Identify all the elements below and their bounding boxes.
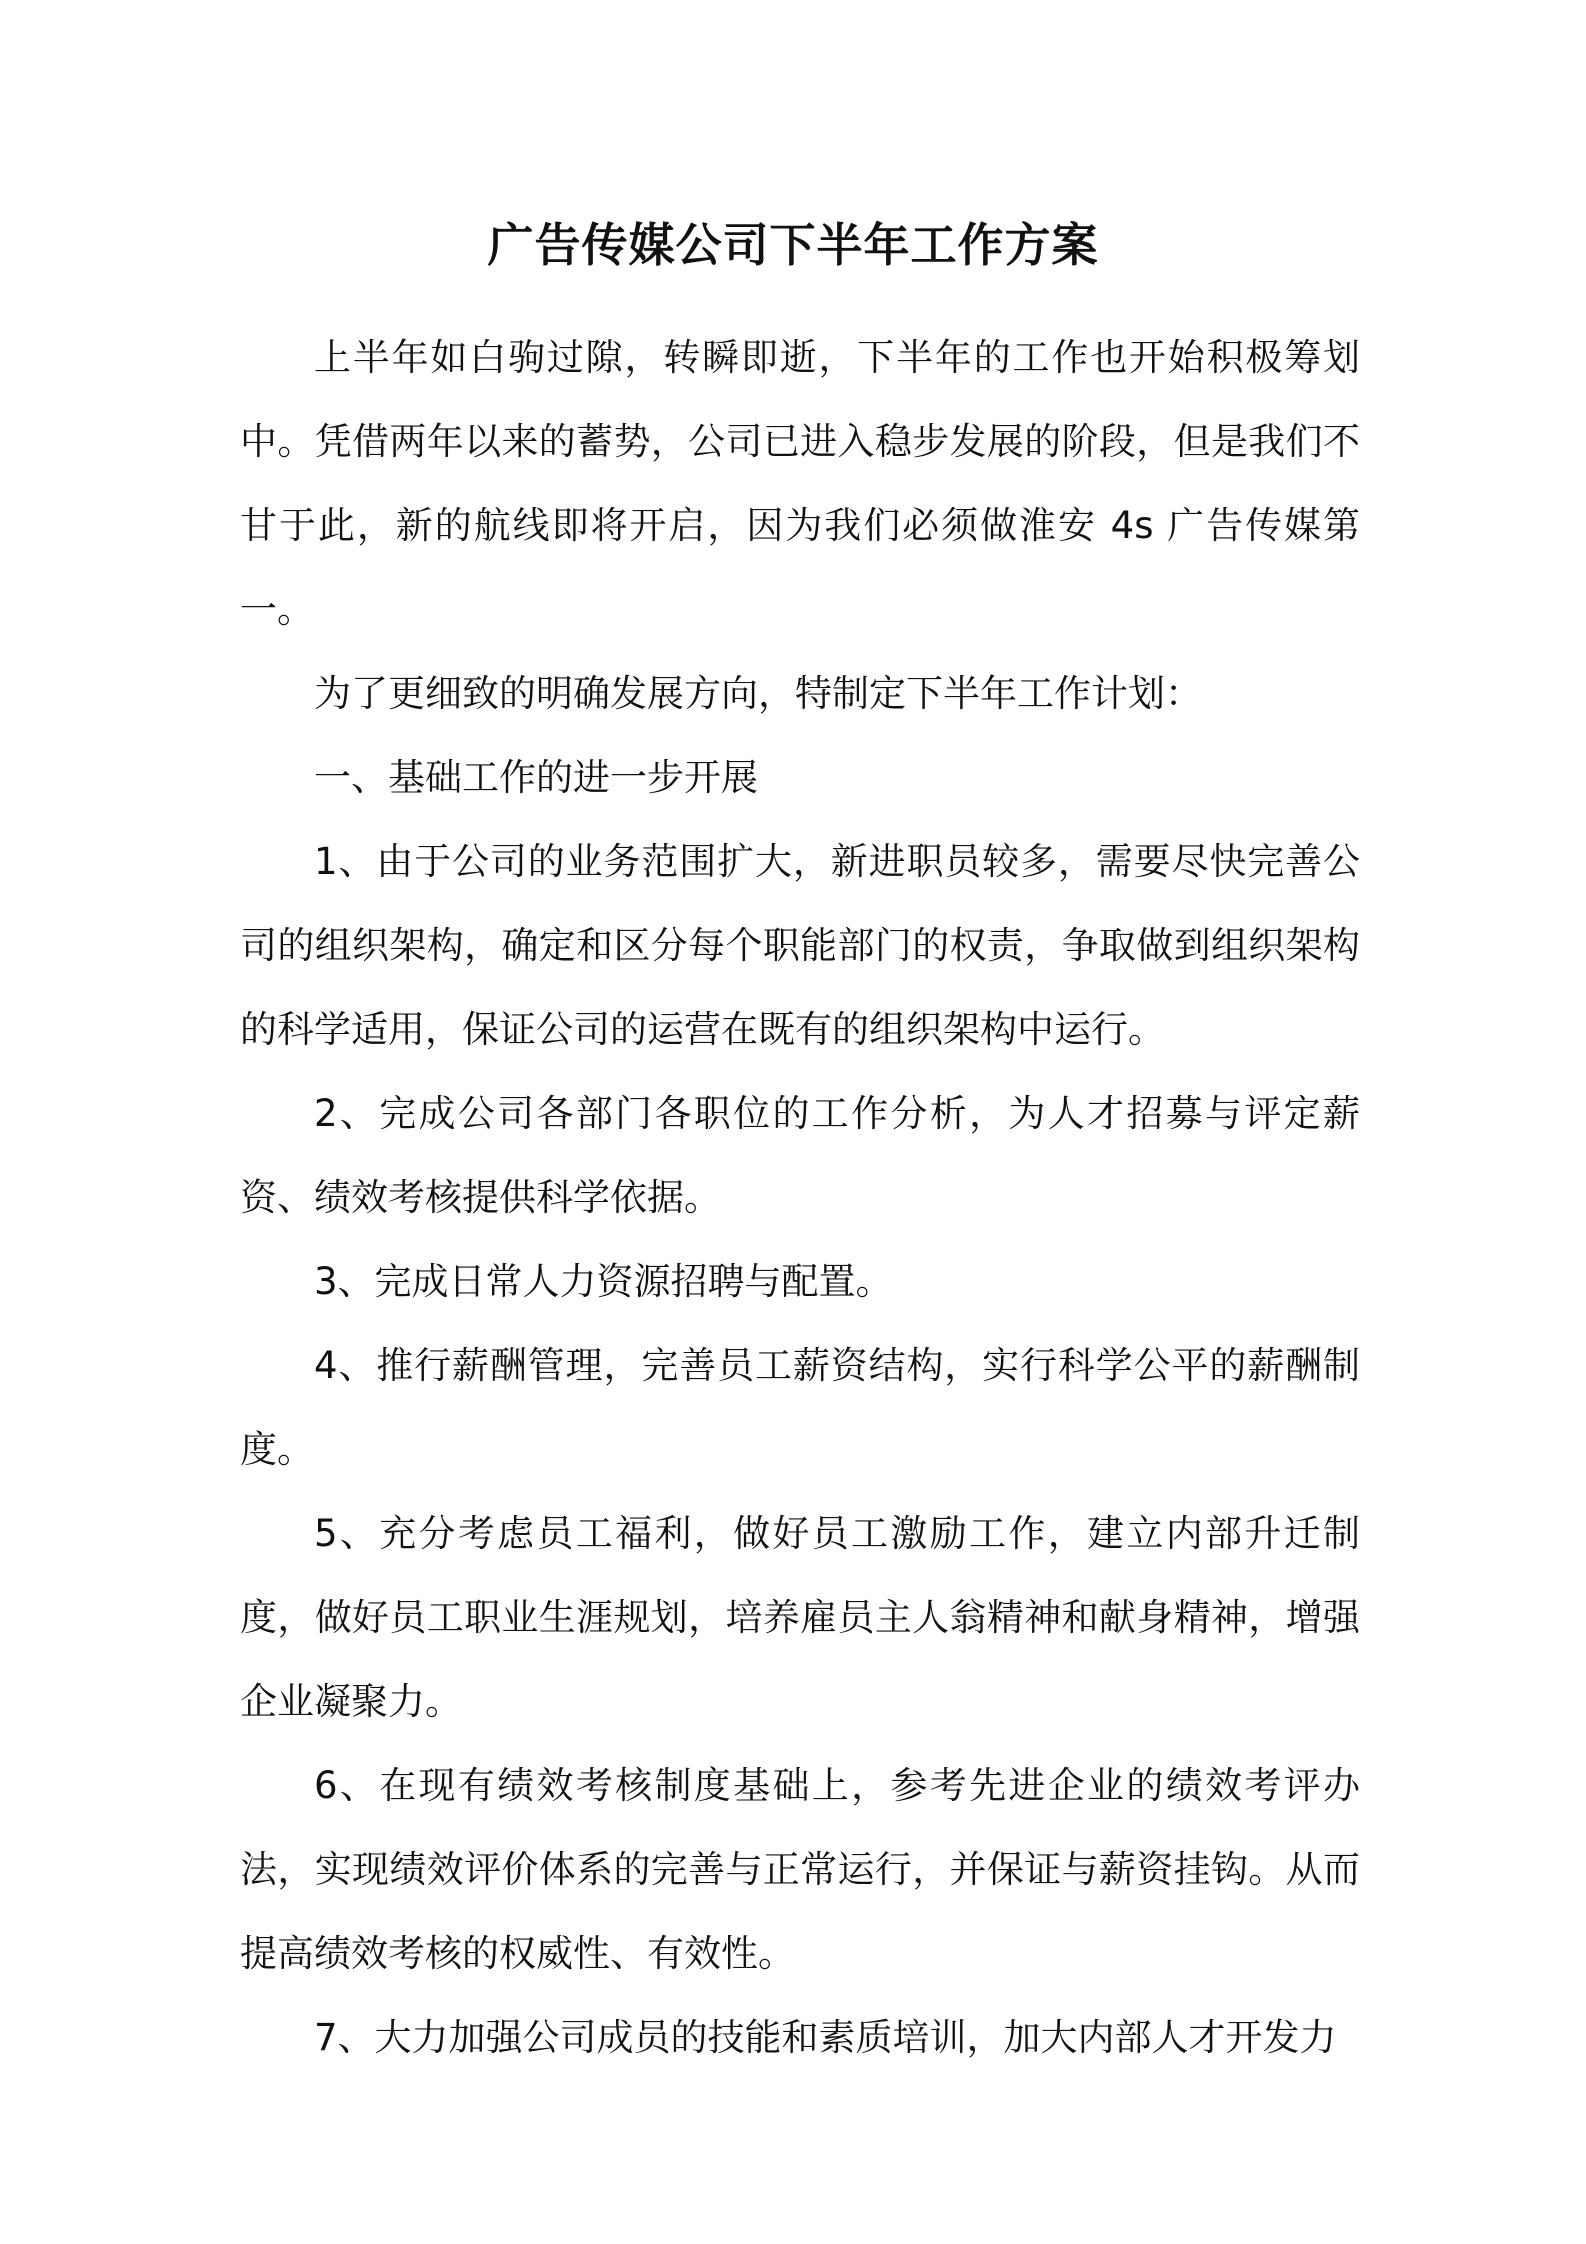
list-item-7: 7、大力加强公司成员的技能和素质培训，加大内部人才开发力	[314, 2016, 1337, 2059]
list-item-4: 4、推行薪酬管理，完善员工薪资结构，实行科学公平的薪酬制度。	[240, 1344, 1360, 1471]
list-item-5: 5、充分考虑员工福利，做好员工激励工作，建立内部升迁制度，做好员工职业生涯规划，培养雇员主人翁精神和献身精神，增强企业凝聚力。	[240, 1512, 1360, 1723]
list-item-2: 2、完成公司各部门各职位的工作分析，为人才招募与评定薪资、绩效考核提供科学依据。	[240, 1092, 1360, 1219]
paragraph-intro: 上半年如白驹过隙，转瞬即逝，下半年的工作也开始积极筹划中。凭借两年以来的蓄势，公司已进入稳步发展的阶段，但是我们不甘于此，新的航线即将开启，因为我们必须做淮安 4s 广告传媒第一。	[240, 336, 1360, 631]
list-item-1: 1、由于公司的业务范围扩大，新进职员较多，需要尽快完善公司的组织架构，确定和区分每个职能部门的权责，争取做到组织架构的科学适用，保证公司的运营在既有的组织架构中运行。	[240, 840, 1360, 1051]
document-title: 广告传媒公司下半年工作方案	[487, 218, 1099, 272]
list-item-3: 3、完成日常人力资源招聘与配置。	[314, 1260, 893, 1303]
document-body	[240, 316, 1360, 2080]
list-item-6: 6、在现有绩效考核制度基础上，参考先进企业的绩效考评办法，实现绩效评价体系的完善与正常运行，并保证与薪资挂钩。从而提高绩效考核的权威性、有效性。	[240, 1764, 1360, 1975]
section-heading-1: 一、基础工作的进一步开展	[314, 756, 758, 799]
paragraph-purpose: 为了更细致的明确发展方向，特制定下半年工作计划：	[314, 672, 1202, 715]
